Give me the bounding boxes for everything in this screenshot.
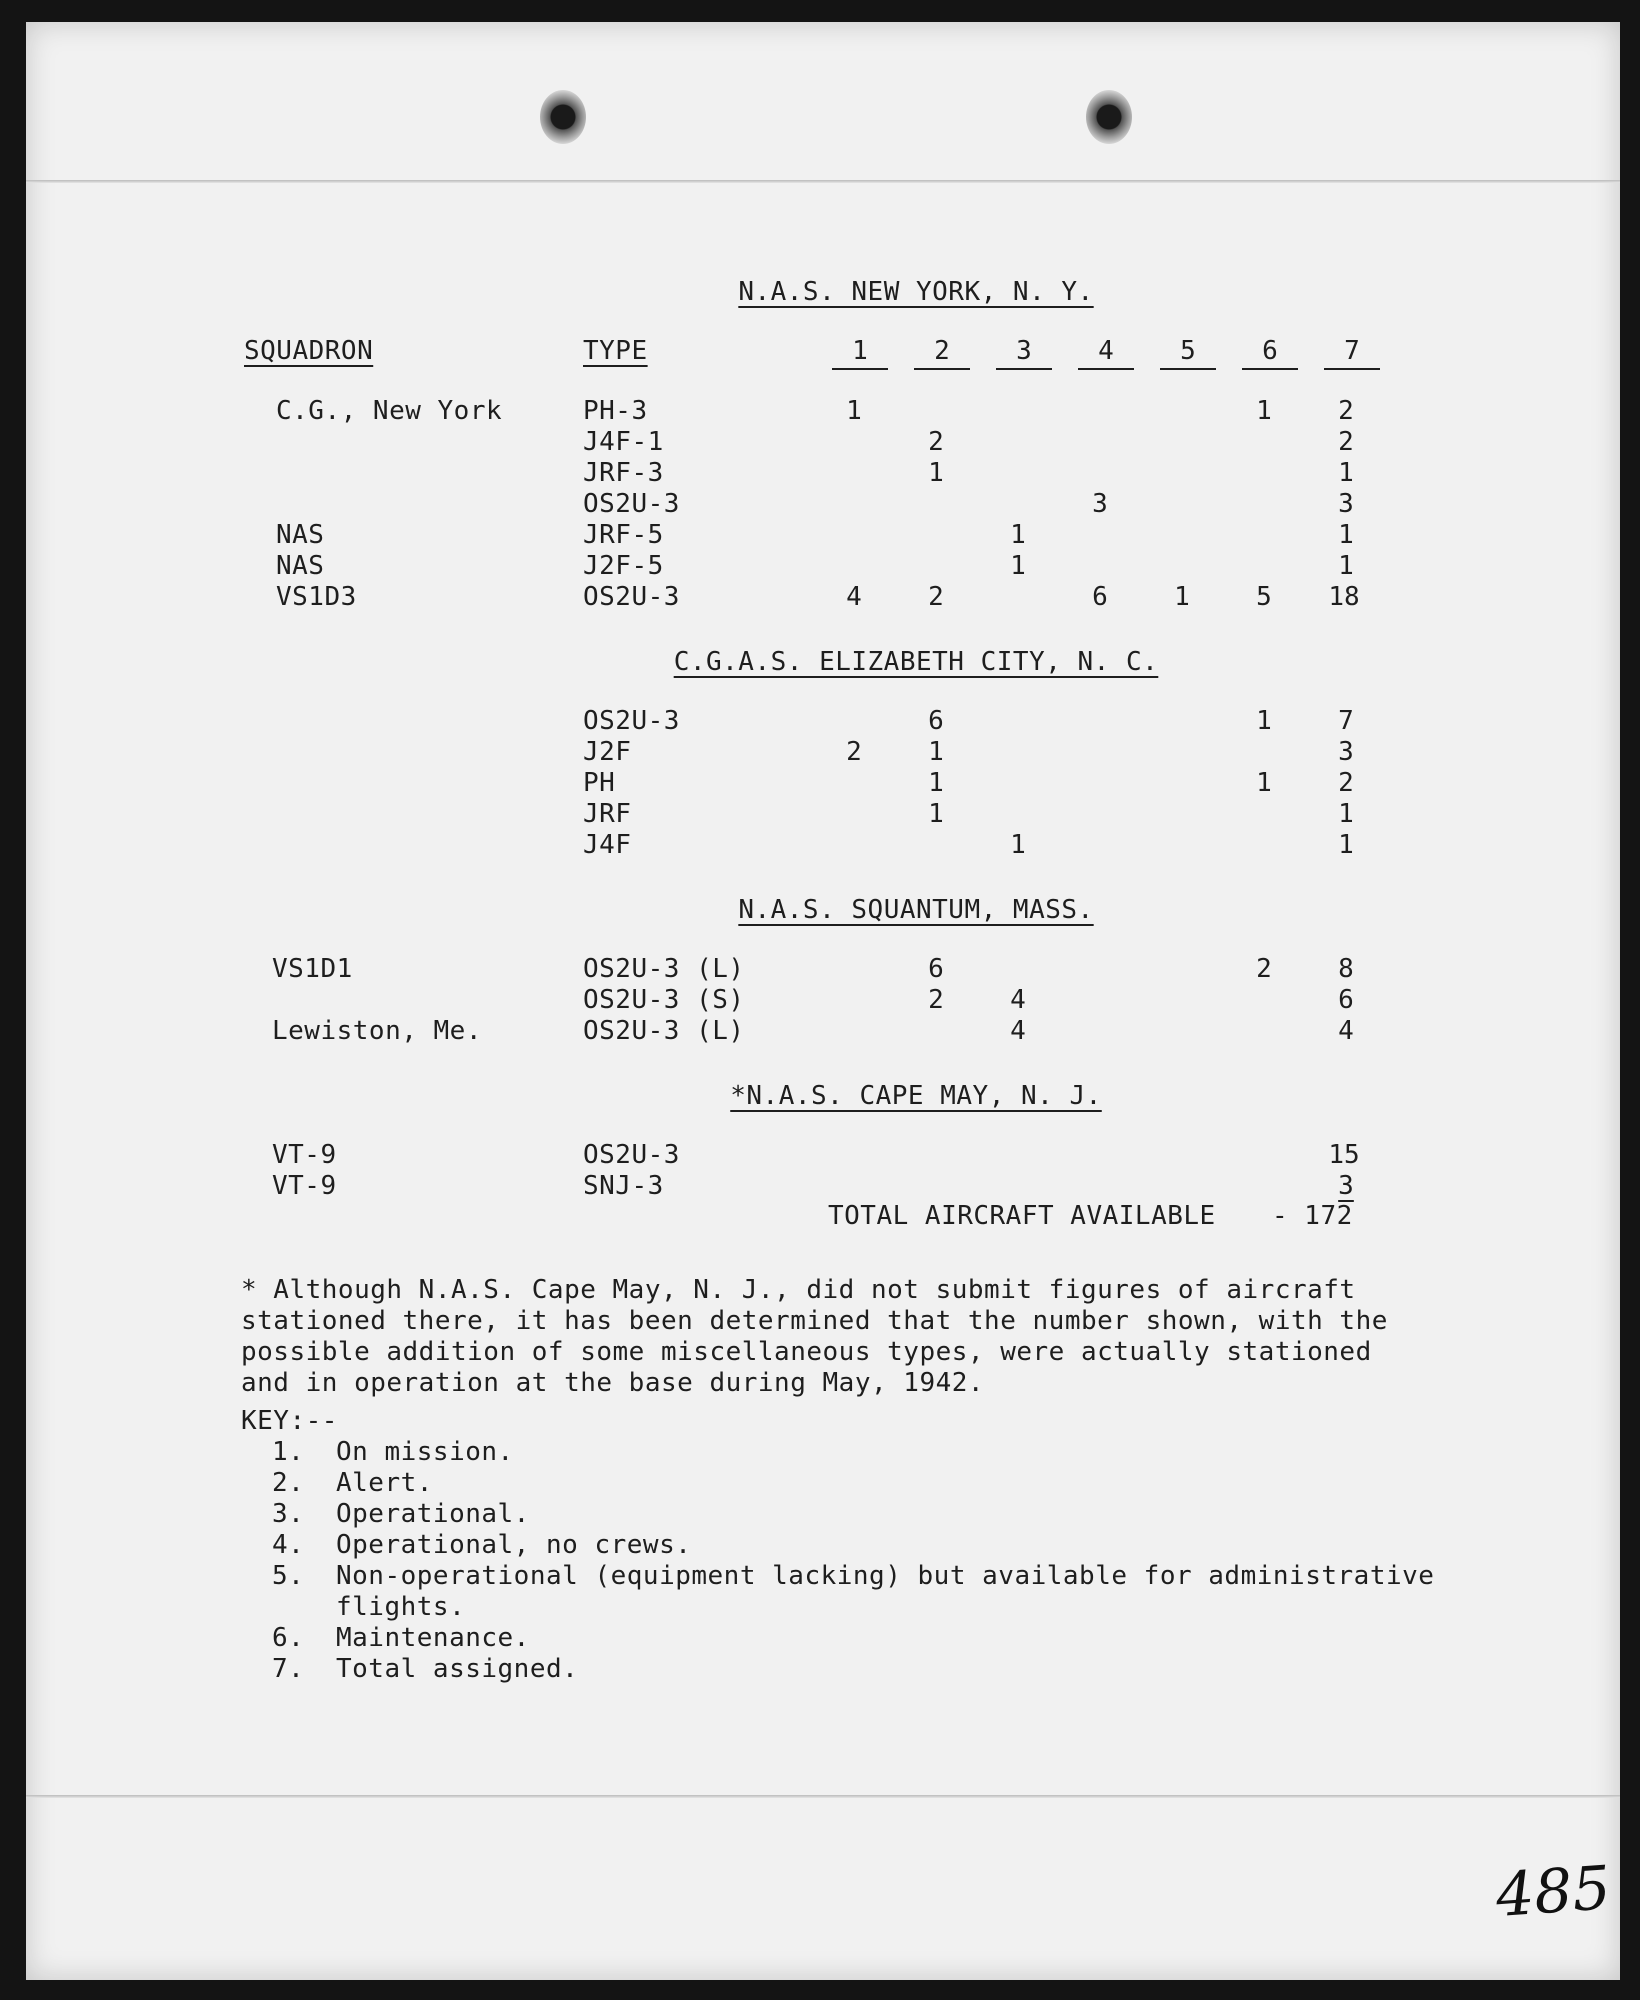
aircraft-type: PH [583, 768, 616, 798]
column-header-type: TYPE [583, 336, 648, 366]
cell-value: 1 [1338, 799, 1354, 829]
squadron-name: C.G., New York [276, 396, 503, 426]
cell-value: 6 [1092, 582, 1108, 612]
key-text-continued: flights. [336, 1592, 466, 1622]
cell-value: 1 [1338, 551, 1354, 581]
cell-value: 18 [1328, 582, 1360, 612]
aircraft-type: JRF-5 [583, 520, 664, 550]
cell-value: 2 [1338, 427, 1354, 457]
cell-value: 1 [1010, 830, 1026, 860]
cell-value: 1 [1338, 520, 1354, 550]
squadron-name: NAS [276, 520, 325, 550]
footnote-line: possible addition of some miscellaneous types, were actually stationed [241, 1337, 1372, 1367]
aircraft-type: OS2U-3 [583, 489, 680, 519]
key-number: 6. [272, 1623, 305, 1653]
cell-value: 5 [1256, 582, 1272, 612]
column-header-1: 1 [832, 336, 888, 370]
document-page [26, 22, 1620, 1980]
aircraft-type: J4F-1 [583, 427, 664, 457]
total-label: TOTAL AIRCRAFT AVAILABLE [828, 1201, 1216, 1231]
cell-value: 3 [1338, 737, 1354, 767]
column-header-4: 4 [1078, 336, 1134, 370]
footnote-line: * Although N.A.S. Cape May, N. J., did not submit figures of aircraft [241, 1275, 1356, 1305]
cell-value: 3 [1338, 1171, 1354, 1201]
key-title: KEY:-- [241, 1406, 338, 1436]
footnote-line: stationed there, it has been determined that the number shown, with the [241, 1306, 1388, 1336]
cell-value: 1 [928, 799, 944, 829]
binder-hole-left [540, 90, 586, 144]
squadron-name: VS1D3 [276, 582, 357, 612]
aircraft-type: JRF-3 [583, 458, 664, 488]
squadron-name: VT-9 [272, 1140, 337, 1170]
cell-value: 6 [928, 706, 944, 736]
total-value: - 172 [1272, 1201, 1353, 1231]
aircraft-type: J2F-5 [583, 551, 664, 581]
cell-value: 1 [1010, 520, 1026, 550]
squadron-name: Lewiston, Me. [272, 1016, 482, 1046]
cell-value: 4 [1338, 1016, 1354, 1046]
aircraft-type: OS2U-3 [583, 1140, 680, 1170]
key-text: On mission. [336, 1437, 514, 1467]
cell-value: 1 [1338, 830, 1354, 860]
key-number: 7. [272, 1654, 305, 1684]
cell-value: 4 [846, 582, 862, 612]
aircraft-type: OS2U-3 (L) [583, 954, 745, 984]
aircraft-type: PH-3 [583, 396, 648, 426]
key-text: Total assigned. [336, 1654, 579, 1684]
column-header-7: 7 [1324, 336, 1380, 370]
key-number: 3. [272, 1499, 305, 1529]
squadron-name: VS1D1 [272, 954, 353, 984]
column-header-6: 6 [1242, 336, 1298, 370]
key-text: Operational. [336, 1499, 530, 1529]
footnote-line: and in operation at the base during May, 1942. [241, 1368, 985, 1398]
key-text: Alert. [336, 1468, 433, 1498]
aircraft-type: J4F [583, 830, 632, 860]
page-fold [26, 1795, 1620, 1798]
cell-value: 2 [928, 582, 944, 612]
key-text: Non-operational (equipment lacking) but available for administrative [336, 1561, 1435, 1591]
aircraft-type: OS2U-3 (S) [583, 985, 745, 1015]
aircraft-type: OS2U-3 (L) [583, 1016, 745, 1046]
key-number: 1. [272, 1437, 305, 1467]
key-number: 2. [272, 1468, 305, 1498]
cell-value: 3 [1338, 489, 1354, 519]
squadron-name: NAS [276, 551, 325, 581]
cell-value: 1 [928, 458, 944, 488]
cell-value: 2 [1338, 768, 1354, 798]
cell-value: 1 [1256, 768, 1272, 798]
cell-value: 15 [1328, 1140, 1360, 1170]
cell-value: 6 [928, 954, 944, 984]
column-header-2: 2 [914, 336, 970, 370]
cell-value: 1 [928, 737, 944, 767]
aircraft-type: JRF [583, 799, 632, 829]
key-text: Maintenance. [336, 1623, 530, 1653]
cell-value: 7 [1338, 706, 1354, 736]
section-title: C.G.A.S. ELIZABETH CITY, N. C. [673, 647, 1159, 677]
cell-value: 1 [1256, 396, 1272, 426]
key-text: Operational, no crews. [336, 1530, 692, 1560]
cell-value: 2 [1338, 396, 1354, 426]
cell-value: 2 [846, 737, 862, 767]
section-title: *N.A.S. CAPE MAY, N. J. [730, 1081, 1102, 1111]
cell-value: 2 [928, 985, 944, 1015]
cell-value: 1 [1256, 706, 1272, 736]
aircraft-type: J2F [583, 737, 632, 767]
key-number: 5. [272, 1561, 305, 1591]
section-title: N.A.S. SQUANTUM, MASS. [738, 895, 1094, 925]
page-number: 485 [1493, 1853, 1613, 1931]
cell-value: 1 [846, 396, 862, 426]
aircraft-type: OS2U-3 [583, 706, 680, 736]
cell-value: 2 [928, 427, 944, 457]
cell-value: 3 [1092, 489, 1108, 519]
squadron-name: VT-9 [272, 1171, 337, 1201]
cell-value: 1 [1338, 458, 1354, 488]
cell-value: 1 [928, 768, 944, 798]
page-fold [26, 180, 1620, 183]
cell-value: 1 [1174, 582, 1190, 612]
cell-value: 2 [1256, 954, 1272, 984]
binder-hole-right [1086, 90, 1132, 144]
cell-value: 8 [1338, 954, 1354, 984]
cell-value: 1 [1010, 551, 1026, 581]
cell-value: 6 [1338, 985, 1354, 1015]
section-title: N.A.S. NEW YORK, N. Y. [738, 277, 1094, 307]
column-header-squadron: SQUADRON [244, 336, 374, 366]
aircraft-type: OS2U-3 [583, 582, 680, 612]
column-header-5: 5 [1160, 336, 1216, 370]
cell-value: 4 [1010, 985, 1026, 1015]
key-number: 4. [272, 1530, 305, 1560]
column-header-3: 3 [996, 336, 1052, 370]
cell-value: 4 [1010, 1016, 1026, 1046]
aircraft-type: SNJ-3 [583, 1171, 664, 1201]
